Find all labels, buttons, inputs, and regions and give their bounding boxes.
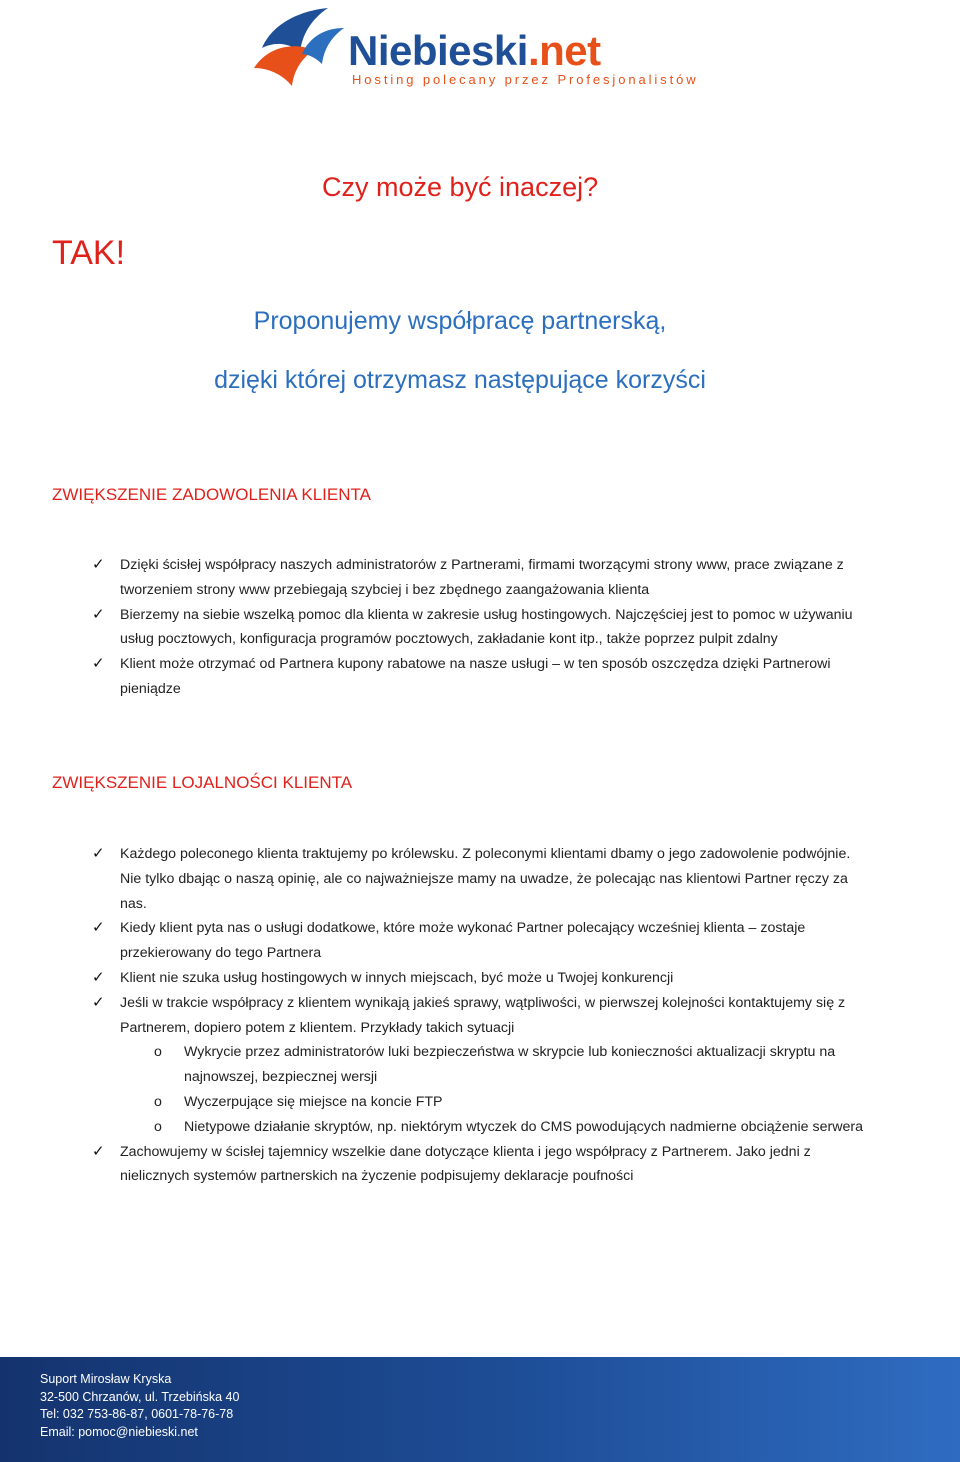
checkmark-icon: ✓ [92, 655, 105, 673]
benefits-list-satisfaction [92, 553, 872, 702]
list-item-text: Klient nie szuka usług hostingowych w innych miejscach, być może u Twojej konkurencji [120, 969, 674, 986]
contact-footer [0, 1357, 960, 1462]
contact-address: 32-500 Chrzanów, ul. Trzebińska 40 [40, 1389, 240, 1404]
sub-list-item-text: Wykrycie przez administratorów luki bezpieczeństwa w skrypcie lub konieczności aktualizacji skryptu na najnowszej, bezpiecznej wersji [184, 1044, 836, 1086]
checkmark-icon: ✓ [92, 919, 105, 937]
sub-list-item-text: Wyczerpujące się miejsce na koncie FTP [184, 1093, 443, 1110]
checkmark-icon: ✓ [92, 1142, 105, 1160]
checkmark-icon: ✓ [92, 605, 105, 623]
circle-bullet-icon: o [154, 1044, 162, 1061]
contact-details [40, 1371, 239, 1441]
list-item-text: Jeśli w trakcie współpracy z klientem wynikają jakieś sprawy, wątpliwości, w pierwszej kolejności kontaktujemy się z Partnerem, dopiero potem z klientem. Przykłady takich sytuacji [120, 994, 846, 1036]
contact-email: Email: pomoc@niebieski.net [40, 1424, 198, 1439]
contact-phone: Tel: 032 753-86-87, 0601-78-76-78 [40, 1407, 234, 1421]
proposal-line-2: dzięki której otrzymasz następujące korzyści [214, 366, 706, 394]
brand-logo [244, 6, 699, 90]
list-item [92, 916, 872, 966]
list-item [92, 842, 872, 916]
list-item-text: Bierzemy na siebie wszelką pomoc dla klienta w zakresie usług hostingowych. Najczęściej jest to pomoc w używaniu usług pocztowych, konfiguracja programów pocztowych, zakładanie kont itp., także poprzez pulpit zdalny [120, 606, 853, 648]
checkmark-icon: ✓ [92, 993, 105, 1011]
list-item [92, 991, 872, 1140]
contact-name: Suport Mirosław Kryska [40, 1372, 172, 1386]
circle-bullet-icon: o [154, 1118, 162, 1135]
list-item [92, 553, 872, 603]
list-item-text: Klient może otrzymać od Partnera kupony rabatowe na nasze usługi – w ten sposób oszczędza dzięki Partnerowi pieniądze [120, 656, 831, 697]
list-item-text: Kiedy klient pyta nas o usługi dodatkowe, które może wykonać Partner polecający wcześniej klienta – zostaje przekierowany do tego Partnera [120, 920, 806, 962]
question-heading: Czy może być inaczej? [322, 172, 599, 202]
brand-wordmark [348, 27, 601, 74]
examples-sublist [120, 1040, 872, 1139]
list-item-text: Dzięki ścisłej współpracy naszych administratorów z Partnerami, firmami tworzącymi strony www, prace związane z tworzeniem strony www przebiegają szybciej i bez zbędnego zaangażowania klienta [120, 557, 844, 598]
proposal-line-1: Proponujemy współpracę partnerską, [253, 307, 667, 335]
brand-tagline: Hosting polecany przez Profesjonalistów [352, 72, 699, 87]
list-item-text: Zachowujemy w ścisłej tajemnicy wszelkie dane dotyczące klienta i jego współpracy z Partnerem. Jako jedni z nielicznych systemów partnerskich na życzenie podpisujemy deklaracje poufności [120, 1143, 811, 1185]
checkmark-icon: ✓ [92, 845, 105, 862]
list-item [92, 603, 872, 653]
circle-bullet-icon: o [154, 1093, 162, 1110]
section-heading-satisfaction: ZWIĘKSZENIE ZADOWOLENIA KLIENTA [52, 485, 371, 504]
sub-list-item-text: Nietypowe działanie skryptów, np. niektórym wtyczek do CMS powodujących nadmierne obciążenie serwera [184, 1118, 863, 1135]
logo-wave-mark-icon [244, 6, 354, 90]
benefits-list-loyalty [92, 842, 872, 1189]
sub-list-item [154, 1115, 872, 1140]
checkmark-icon: ✓ [92, 968, 105, 986]
sub-list-item [154, 1040, 872, 1090]
brand-name-part1: Niebieski [348, 27, 528, 74]
list-item-text: Każdego poleconego klienta traktujemy po królewsku. Z poleconymi klientami dbamy o jego zadowolenie podwójnie. Nie tylko dbając o naszą opinię, ale co najważniejsze mamy na uwadze, że polecając nas klientowi Partner ręczy za nas. [120, 846, 851, 912]
sub-list-item [154, 1090, 872, 1115]
list-item [92, 1140, 872, 1190]
list-item [92, 652, 872, 702]
list-item [92, 966, 872, 991]
checkmark-icon: ✓ [92, 556, 105, 573]
answer-heading: TAK! [52, 234, 126, 272]
section-heading-loyalty: ZWIĘKSZENIE LOJALNOŚCI KLIENTA [52, 773, 353, 792]
brand-name-part2: .net [527, 27, 601, 74]
